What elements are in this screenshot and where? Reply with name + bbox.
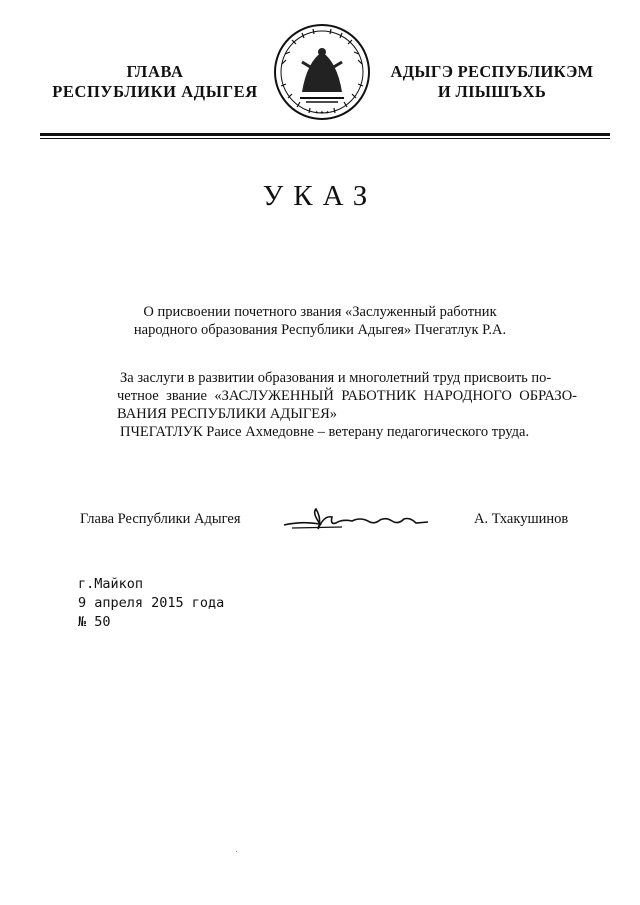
stamp-number: № 50 (78, 614, 111, 630)
body-line1: За заслуги в развитии образования и многолетний труд присвоить по- (120, 370, 552, 386)
subject-line2: народного образования Республики Адыгея» Пчегатлук Р.А. (133, 322, 507, 338)
stamp-city: г.Майкоп (78, 576, 144, 592)
handwritten-signature (282, 505, 432, 535)
body-line2: четное звание «ЗАСЛУЖЕННЫЙ РАБОТНИК НАРОДНОГО ОБРАЗО- (117, 388, 577, 404)
coat-of-arms-icon (272, 22, 372, 122)
document-title: УКАЗ (262, 180, 378, 212)
stamp-date: 9 апреля 2015 года (78, 595, 225, 611)
header-right (372, 62, 612, 102)
body-line3: ВАНИЯ РЕСПУБЛИКИ АДЫГЕЯ» (117, 406, 338, 422)
document-stamp (78, 575, 224, 632)
header-right-line1: АДЫГЭ РЕСПУБЛИКЭМ (390, 62, 594, 81)
svg-text:✦ ✦ ✦: ✦ ✦ ✦ (314, 111, 330, 116)
header-left (40, 62, 270, 102)
body-line4: ПЧЕГАТЛУК Раисе Ахмедовне – ветерану педагогического труда. (120, 424, 530, 440)
header-left-line2: РЕСПУБЛИКИ АДЫГЕЯ (52, 82, 258, 101)
scan-speck (236, 851, 237, 852)
header-right-line2: И ЛІЫШЪХЬ (437, 82, 547, 101)
header-divider-thin (40, 138, 610, 139)
signatory-position: Глава Республики Адыгея (80, 511, 241, 527)
header-left-line1: ГЛАВА (126, 62, 184, 81)
subject-line1: О присвоении почетного звания «Заслуженный работник (143, 304, 497, 320)
header-divider-thick (40, 133, 610, 136)
signatory-name: А. Тхакушинов (474, 511, 569, 527)
decree-subject (80, 303, 560, 339)
decree-body (117, 369, 577, 441)
